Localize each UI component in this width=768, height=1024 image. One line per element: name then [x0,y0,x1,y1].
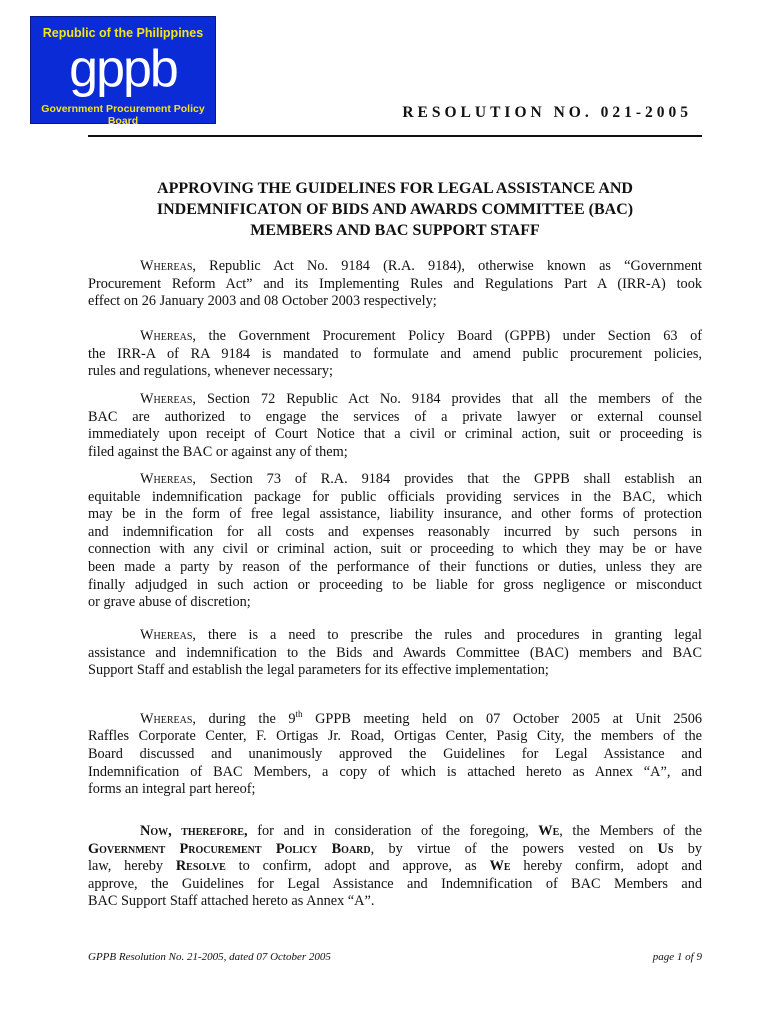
paragraph-line: assistance and indemnification to the Bids and Awards Committee (BAC) members and BAC [88,644,702,661]
we-emphasis: We [489,858,511,875]
title-line: INDEMNIFICATON OF BIDS AND AWARDS COMMITTEE (BAC) [156,201,634,218]
whereas-lead: Whereas [140,328,193,344]
paragraph-line: equitable indemnification package for public officials providing services in the BAC, which [88,488,702,505]
title-line: MEMBERS AND BAC SUPPORT STAFF [250,222,540,239]
resolve-emphasis: Resolve [175,858,226,875]
whereas-lead: Whereas [140,471,193,487]
paragraph-line: or grave abuse of discretion; [88,594,251,611]
paragraph-text: to confirm, adopt and approve, as [225,858,490,875]
paragraph-line: and indemnification for all costs and expenses reasonably incurred by such persons in [88,523,702,540]
now-therefore: Now, therefore, [140,823,248,839]
board-name: Government Procurement Policy Board [88,840,371,857]
paragraph-text: by [673,840,702,857]
paragraph-text: , by virtue of the powers vested on [370,840,658,857]
paragraph-line: rules and regulations, whenever necessary; [88,363,333,380]
paragraph-line: Indemnification of BAC Members, a copy of which is attached hereto as Annex “A”, and [88,763,702,780]
paragraph-line: , the Government Procurement Policy Board (GPPB) under Section 63 of [192,328,702,344]
paragraph-text: , the Members of the [559,823,702,839]
paragraph-line: Procurement Reform Act” and its Implementing Rules and Regulations Part A (IRR-A) took [88,275,702,292]
footer-page-number: page 1 of 9 [652,951,702,963]
title-line: APPROVING THE GUIDELINES FOR LEGAL ASSISTANCE AND [157,180,633,197]
us-emphasis: Us [657,840,674,857]
logo-bottom-text: Government Procurement Policy Board [41,103,205,127]
paragraph-line: , during the 9 [192,710,296,727]
paragraph-line: BAC Support Staff attached hereto as Annex “A”. [88,893,375,910]
footer-citation: GPPB Resolution No. 21-2005, dated 07 October 2005 [88,951,331,963]
whereas-paragraph [88,328,702,381]
whereas-lead: Whereas [140,391,193,407]
we-emphasis: We [538,823,560,839]
paragraph-line: filed against the BAC or against any of them; [88,443,348,460]
paragraph-line: finally adjudged in such action or proceeding to be liable for gross negligence or misconduct [88,576,702,593]
paragraph-line: Raffles Corporate Center, F. Ortigas Jr. Road, Ortigas Center, Pasig City, the members of the [88,728,702,745]
paragraph-line: , Section 72 Republic Act No. 9184 provides that all the members of the [192,391,702,407]
whereas-paragraph [88,627,702,680]
paragraph-line: Support Staff and establish the legal parameters for its effective implementation; [88,662,549,679]
whereas-lead: Whereas [140,627,193,643]
paragraph-line: connection with any civil or criminal action, suit or proceeding to which they may be or have [88,541,702,558]
whereas-paragraph [88,706,702,799]
paragraph-line: effect on 26 January 2003 and 08 October 2003 respectively; [88,293,437,310]
paragraph-line: , Section 73 of R.A. 9184 provides that the GPPB shall establish an [192,471,702,487]
paragraph-line: , there is a need to prescribe the rules and procedures in granting legal [192,627,702,643]
paragraph-line: approve, the Guidelines for Legal Assistance and Indemnification of BAC Members and [88,875,702,892]
paragraph-text: law, hereby [88,858,176,875]
gppb-logo [30,16,216,127]
paragraph-line: , Republic Act No. 9184 (R.A. 9184), otherwise known as “Government [192,258,702,274]
paragraph-text: for and in consideration of the foregoing, [247,823,539,839]
logo-mark: gppb [69,40,177,98]
whereas-paragraph [88,391,702,461]
whereas-paragraph [88,258,702,311]
paragraph-line: Board discussed and unanimously approved the Guidelines for Legal Assistance and [88,745,702,762]
whereas-paragraph [88,471,702,612]
paragraph-line: forms an integral part hereof; [88,781,256,798]
paragraph-line: immediately upon receipt of Court Notice that a civil or criminal action, suit or proceeding is [88,426,702,443]
header-rule [88,135,702,137]
paragraph-line: GPPB meeting held on 07 October 2005 at Unit 2506 [302,710,702,727]
paragraph-text: hereby confirm, adopt and [510,858,702,875]
whereas-lead: Whereas [140,258,193,274]
resolution-number: RESOLUTION NO. 021-2005 [402,104,692,121]
resolution-title [88,178,702,241]
paragraph-line: may be in the form of free legal assistance, liability insurance, and other forms of protection [88,506,702,523]
paragraph-line: the IRR-A of RA 9184 is mandated to formulate and amend public procurement policies, [88,345,702,362]
paragraph-line: BAC are authorized to engage the services of a private lawyer or external counsel [88,408,702,425]
resolution-paragraph [88,823,702,911]
ordinal-suffix: th [295,709,303,719]
logo-top-text: Republic of the Philippines [42,26,204,40]
whereas-lead: Whereas [140,710,193,727]
paragraph-line: been made a party by reason of the performance of their functions or duties, unless they are [88,558,702,575]
